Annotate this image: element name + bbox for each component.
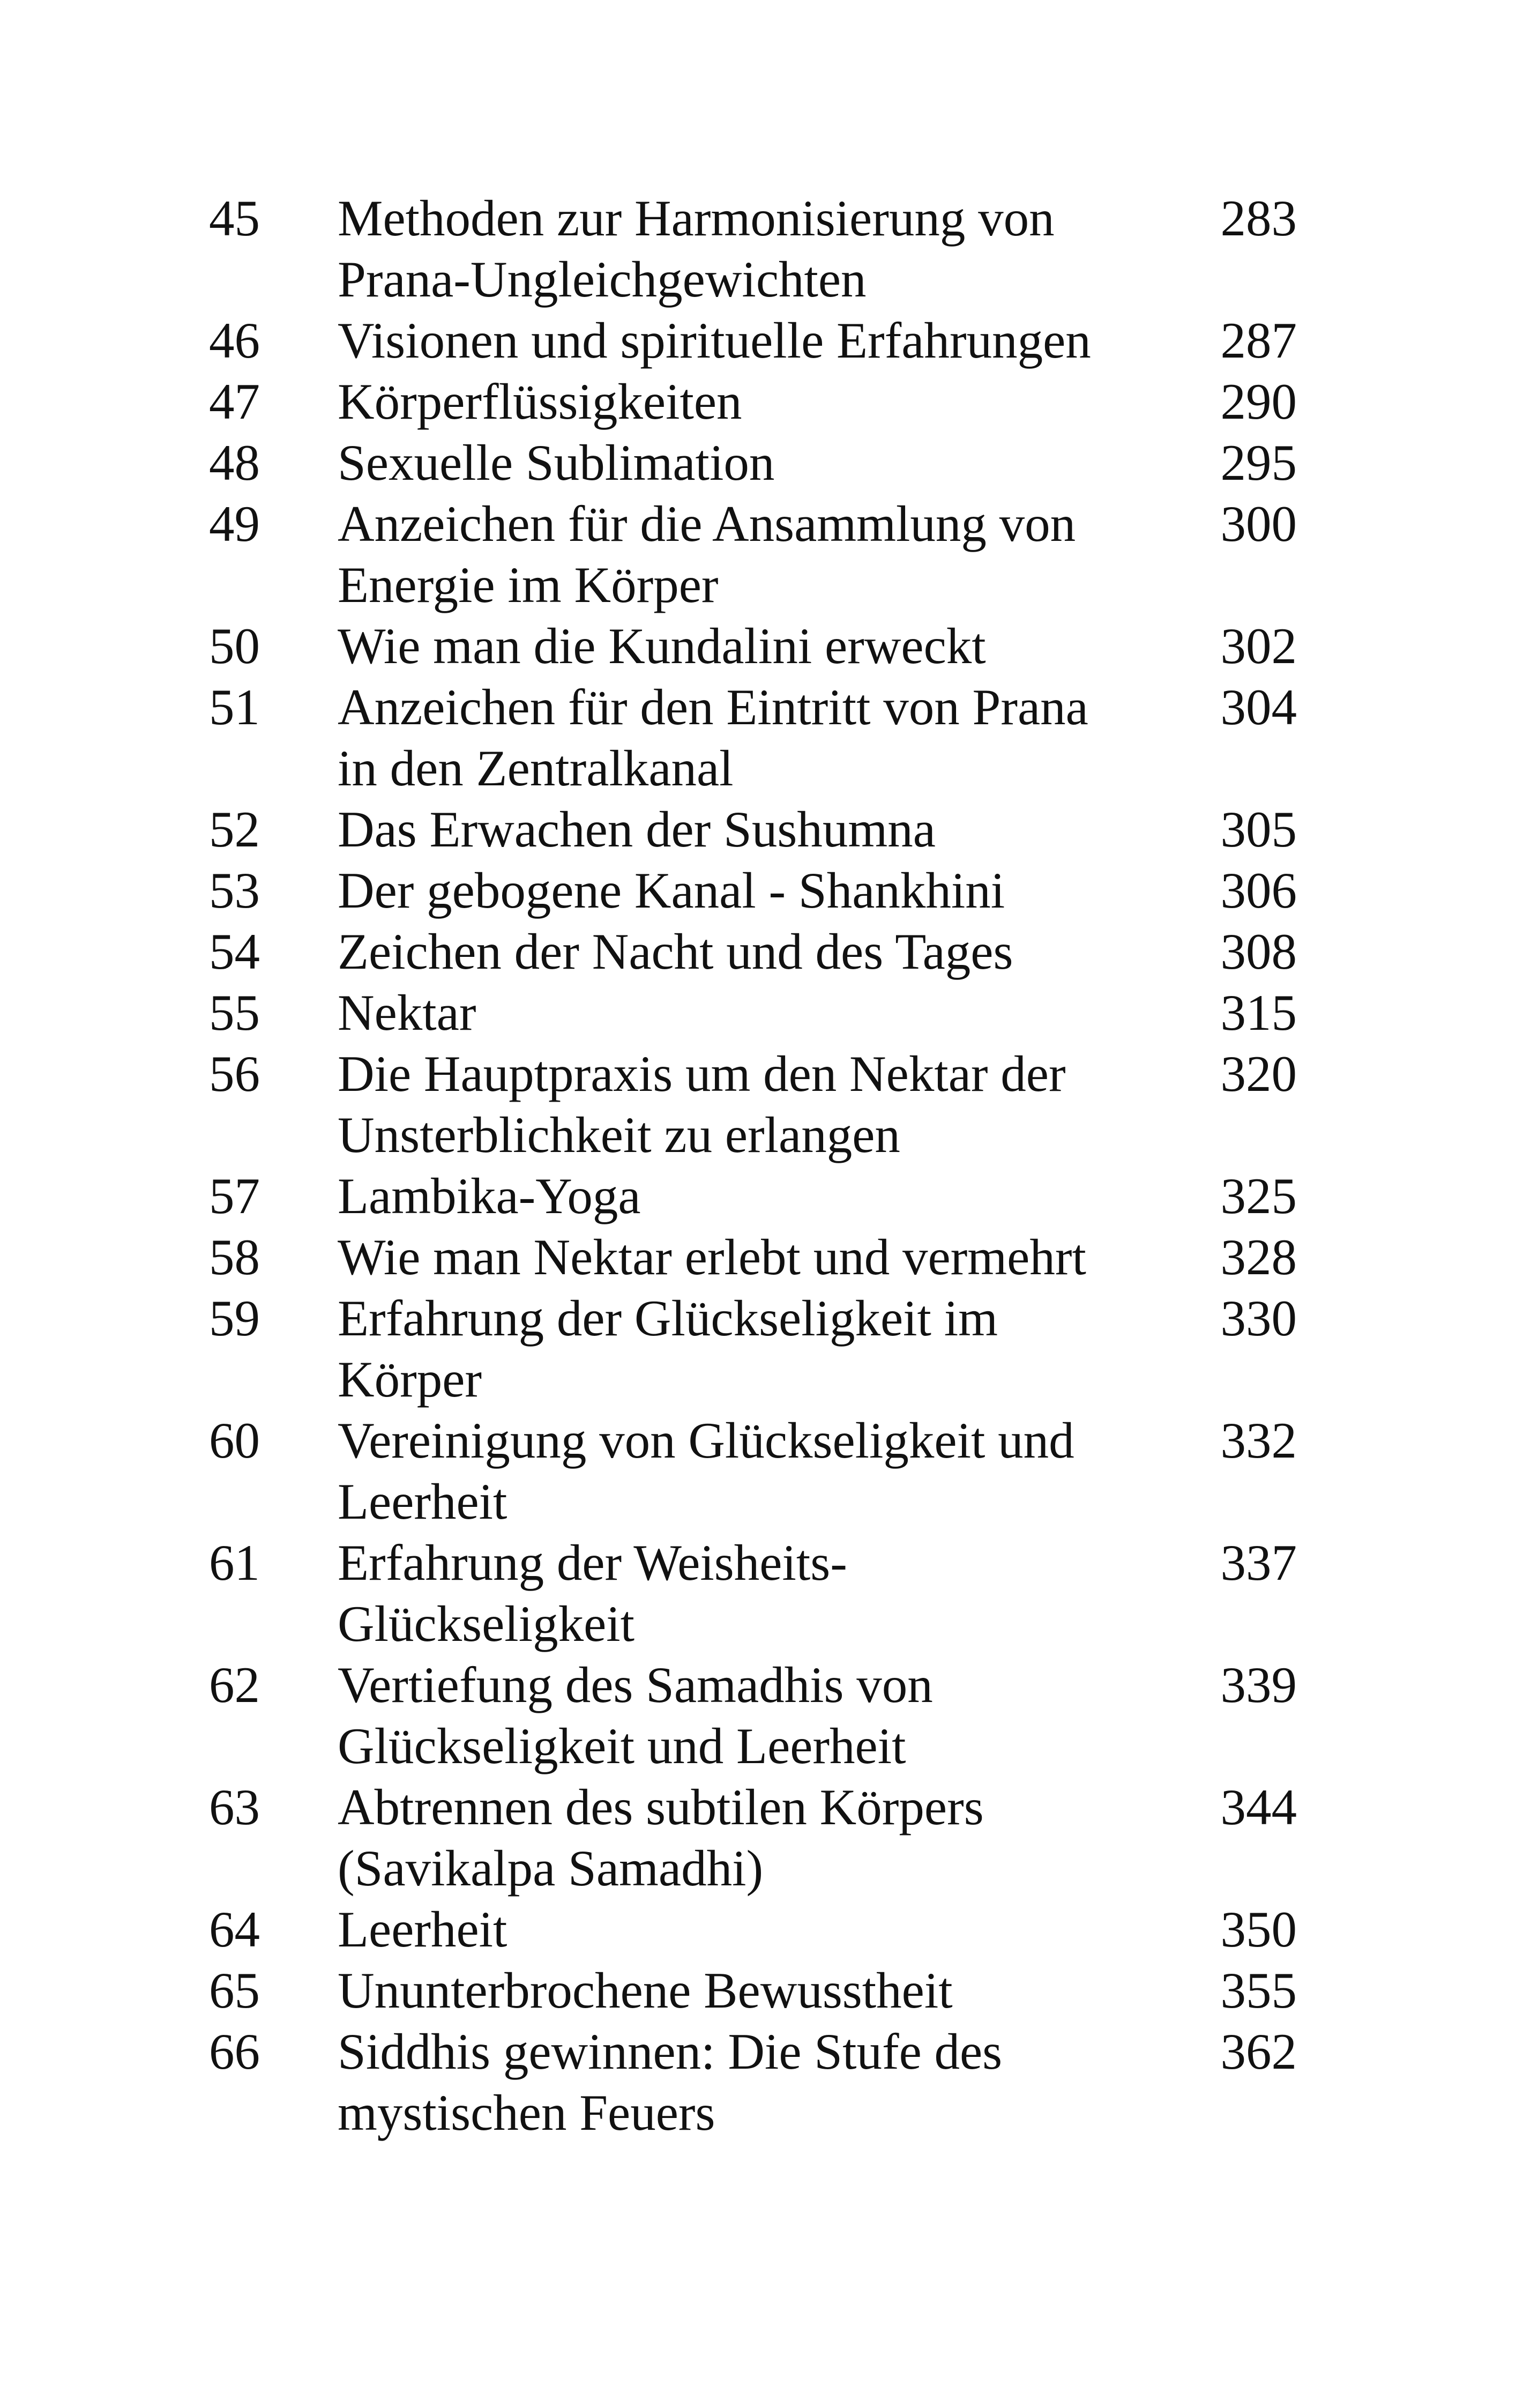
page-number: 290 [1220, 373, 1297, 430]
page-number: 332 [1220, 1412, 1297, 1469]
chapter-title [338, 188, 1211, 310]
toc-entry [209, 1654, 1297, 1777]
chapter-title-line: Vereinigung von Glückseligkeit und [338, 1412, 1074, 1469]
chapter-number: 54 [209, 923, 260, 980]
toc-entry [209, 2021, 1297, 2143]
chapter-number: 63 [209, 1779, 260, 1835]
chapter-title-line: Körper [338, 1351, 482, 1408]
chapter-title-line: Visionen und spirituelle Erfahrungen [338, 312, 1091, 369]
chapter-title-line: Erfahrung der Weisheits- [338, 1534, 847, 1591]
page-number: 355 [1220, 1962, 1297, 2019]
chapter-title [338, 1532, 1211, 1654]
chapter-number: 61 [209, 1534, 260, 1591]
chapter-title-line: Anzeichen für den Eintritt von Prana [338, 679, 1088, 735]
chapter-title [338, 1899, 1211, 1960]
chapter-title-line: Vertiefung des Samadhis von [338, 1656, 933, 1713]
chapter-number: 46 [209, 312, 260, 369]
toc-entry [209, 1043, 1297, 1165]
page-number: 304 [1220, 679, 1297, 735]
toc-entry [209, 188, 1297, 310]
toc-entry [209, 615, 1297, 677]
page-number: 283 [1220, 190, 1297, 247]
chapter-title-line: Glückseligkeit und Leerheit [338, 1718, 906, 1774]
chapter-title [338, 1960, 1211, 2021]
toc-entry [209, 493, 1297, 615]
chapter-title-line: Wie man Nektar erlebt und vermehrt [338, 1229, 1086, 1285]
chapter-number: 51 [209, 679, 260, 735]
chapter-title-line: Leerheit [338, 1901, 507, 1958]
toc-entry [209, 860, 1297, 921]
chapter-number: 60 [209, 1412, 260, 1469]
chapter-number: 52 [209, 801, 260, 858]
chapter-title [338, 1227, 1211, 1288]
chapter-title [338, 371, 1211, 432]
chapter-number: 53 [209, 862, 260, 919]
toc-entry [209, 1960, 1297, 2021]
chapter-title-line: Siddhis gewinnen: Die Stufe des [338, 2023, 1003, 2080]
chapter-title [338, 1043, 1211, 1165]
page-number: 287 [1220, 312, 1297, 369]
chapter-title-line: Energie im Körper [338, 556, 719, 613]
chapter-title-line: Methoden zur Harmonisierung von [338, 190, 1055, 247]
toc-entry [209, 1227, 1297, 1288]
chapter-number: 62 [209, 1656, 260, 1713]
chapter-title [338, 921, 1211, 982]
chapter-title [338, 615, 1211, 677]
page-number: 295 [1220, 434, 1297, 491]
chapter-title [338, 1777, 1211, 1899]
chapter-title-line: Leerheit [338, 1473, 507, 1530]
chapter-title-line: Die Hauptpraxis um den Nektar der [338, 1045, 1066, 1102]
chapter-number: 55 [209, 984, 260, 1041]
chapter-title-line: Wie man die Kundalini erweckt [338, 618, 986, 674]
chapter-title [338, 799, 1211, 860]
toc-entry [209, 1899, 1297, 1960]
chapter-number: 48 [209, 434, 260, 491]
chapter-title [338, 982, 1211, 1043]
chapter-title-line: Abtrennen des subtilen Körpers [338, 1779, 984, 1835]
chapter-title [338, 1165, 1211, 1227]
toc-entry [209, 1532, 1297, 1654]
chapter-number: 56 [209, 1045, 260, 1102]
chapter-title-line: in den Zentralkanal [338, 740, 734, 797]
toc-entry [209, 921, 1297, 982]
chapter-title-line: Lambika-Yoga [338, 1168, 641, 1224]
page-number: 330 [1220, 1290, 1297, 1347]
page-number: 320 [1220, 1045, 1297, 1102]
page-number: 350 [1220, 1901, 1297, 1958]
chapter-title-line: Ununterbrochene Bewusstheit [338, 1962, 953, 2019]
chapter-title [338, 432, 1211, 493]
page-number: 315 [1220, 984, 1297, 1041]
chapter-title [338, 1288, 1211, 1410]
chapter-number: 58 [209, 1229, 260, 1285]
chapter-title-line: (Savikalpa Samadhi) [338, 1840, 764, 1897]
chapter-number: 49 [209, 495, 260, 552]
toc-entry [209, 982, 1297, 1043]
chapter-title [338, 1410, 1211, 1532]
page-number: 339 [1220, 1656, 1297, 1713]
chapter-title-line: Das Erwachen der Sushumna [338, 801, 936, 858]
chapter-title-line: Unsterblichkeit zu erlangen [338, 1106, 900, 1163]
page-number: 300 [1220, 495, 1297, 552]
page-number: 344 [1220, 1779, 1297, 1835]
chapter-title-line: Körperflüssigkeiten [338, 373, 742, 430]
chapter-title [338, 310, 1211, 371]
chapter-number: 59 [209, 1290, 260, 1347]
toc-entry [209, 1288, 1297, 1410]
chapter-title [338, 2021, 1211, 2143]
chapter-title-line: Anzeichen für die Ansammlung von [338, 495, 1076, 552]
chapter-number: 57 [209, 1168, 260, 1224]
chapter-title-line: Erfahrung der Glückseligkeit im [338, 1290, 998, 1347]
chapter-title-line: mystischen Feuers [338, 2084, 715, 2141]
page-number: 308 [1220, 923, 1297, 980]
page-number: 306 [1220, 862, 1297, 919]
page-number: 362 [1220, 2023, 1297, 2080]
chapter-number: 45 [209, 190, 260, 247]
chapter-number: 65 [209, 1962, 260, 2019]
page-number: 325 [1220, 1168, 1297, 1224]
chapter-title [338, 677, 1211, 799]
page-number: 305 [1220, 801, 1297, 858]
toc-entry [209, 371, 1297, 432]
chapter-title [338, 860, 1211, 921]
page-number: 302 [1220, 618, 1297, 674]
chapter-number: 64 [209, 1901, 260, 1958]
table-of-contents [209, 188, 1297, 2143]
page-number: 337 [1220, 1534, 1297, 1591]
toc-entry [209, 799, 1297, 860]
chapter-title-line: Zeichen der Nacht und des Tages [338, 923, 1013, 980]
toc-entry [209, 1410, 1297, 1532]
page-number: 328 [1220, 1229, 1297, 1285]
chapter-number: 47 [209, 373, 260, 430]
chapter-title-line: Der gebogene Kanal - Shankhini [338, 862, 1005, 919]
toc-entry [209, 1777, 1297, 1899]
chapter-title-line: Sexuelle Sublimation [338, 434, 775, 491]
chapter-title-line: Prana-Ungleichgewichten [338, 251, 867, 308]
toc-entry [209, 1165, 1297, 1227]
chapter-title-line: Glückseligkeit [338, 1595, 635, 1652]
toc-entry [209, 432, 1297, 493]
chapter-number: 50 [209, 618, 260, 674]
toc-entry [209, 310, 1297, 371]
chapter-number: 66 [209, 2023, 260, 2080]
toc-entry [209, 677, 1297, 799]
chapter-title [338, 1654, 1211, 1777]
chapter-title-line: Nektar [338, 984, 476, 1041]
chapter-title [338, 493, 1211, 615]
